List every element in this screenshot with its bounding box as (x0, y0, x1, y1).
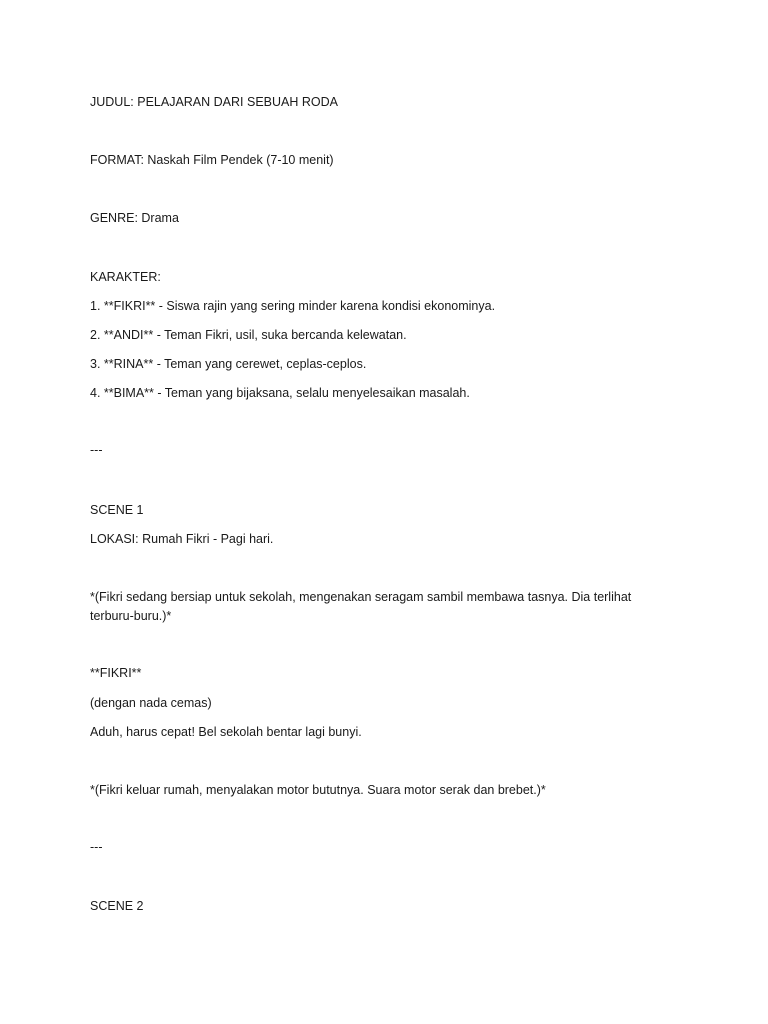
genre-line: GENRE: Drama (90, 211, 179, 225)
separator: --- (90, 443, 103, 457)
character-item-fikri: 1. **FIKRI** - Siswa rajin yang sering minder karena kondisi ekonominya. (90, 299, 496, 313)
scene-location: LOKASI: Rumah Fikri - Pagi hari. (90, 532, 274, 546)
format-line: FORMAT: Naskah Film Pendek (7-10 menit) (90, 153, 334, 167)
scene-heading: SCENE 2 (90, 899, 144, 913)
character-item-rina: 3. **RINA** - Teman yang cerewet, ceplas-ceplos. (90, 357, 367, 371)
speaker-name: **FIKRI** (90, 666, 142, 680)
separator: --- (90, 840, 103, 854)
character-item-bima: 4. **BIMA** - Teman yang bijaksana, selalu menyelesaikan masalah. (90, 386, 470, 400)
scene-heading: SCENE 1 (90, 503, 144, 517)
action-text: *(Fikri sedang bersiap untuk sekolah, mengenakan seragam sambil membawa tasnya. Dia terlihat terburu-buru.)* (90, 590, 632, 623)
title-line: JUDUL: PELAJARAN DARI SEBUAH RODA (90, 95, 338, 109)
character-item-andi: 2. **ANDI** - Teman Fikri, usil, suka bercanda kelewatan. (90, 328, 407, 342)
dialogue-text: Aduh, harus cepat! Bel sekolah bentar lagi bunyi. (90, 725, 362, 739)
characters-heading: KARAKTER: (90, 270, 161, 284)
parenthetical: (dengan nada cemas) (90, 696, 212, 710)
action-text: *(Fikri keluar rumah, menyalakan motor bututnya. Suara motor serak dan brebet.)* (90, 783, 546, 797)
